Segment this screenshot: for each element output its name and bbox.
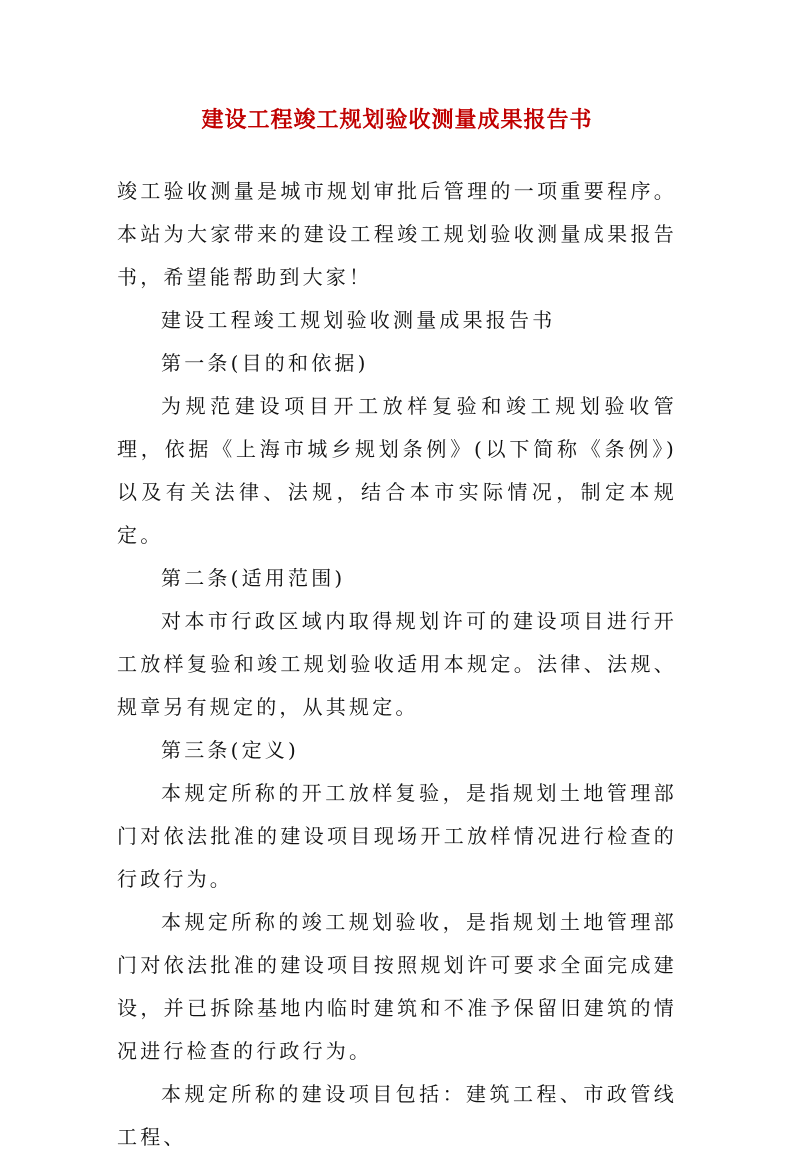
- article-3-heading: 第三条(定义): [161, 738, 300, 762]
- article-2-heading: 第二条(适用范围): [161, 566, 346, 590]
- document-body: [117, 170, 677, 1159]
- paragraph-subtitle: 建设工程竣工规划验收测量成果报告书: [161, 308, 556, 332]
- document-page: [117, 95, 677, 1159]
- article-3-body-3: 本规定所称的建设项目包括：建筑工程、市政管线工程、: [117, 1082, 677, 1149]
- document-title: 建设工程竣工规划验收测量成果报告书: [201, 107, 593, 133]
- article-3-body-2: 本规定所称的竣工规划验收，是指规划土地管理部门对依法批准的建设项目按照规划许可要求全面完成建设，并已拆除基地内临时建筑和不准予保留旧建筑的情况进行检查的行政行为。: [117, 910, 677, 1063]
- paragraph-intro: 竣工验收测量是城市规划审批后管理的一项重要程序。本站为大家带来的建设工程竣工规划验收测量成果报告书，希望能帮助到大家！: [117, 179, 677, 289]
- article-1-body: 为规范建设项目开工放样复验和竣工规划验收管理，依据《上海市城乡规划条例》(以下简称《条例》)以及有关法律、法规，结合本市实际情况，制定本规定。: [117, 394, 677, 547]
- article-1-heading: 第一条(目的和依据): [161, 351, 369, 375]
- article-3-body-1: 本规定所称的开工放样复验，是指规划土地管理部门对依法批准的建设项目现场开工放样情况进行检查的行政行为。: [117, 781, 677, 891]
- article-2-body: 对本市行政区域内取得规划许可的建设项目进行开工放样复验和竣工规划验收适用本规定。法律、法规、规章另有规定的，从其规定。: [117, 609, 677, 719]
